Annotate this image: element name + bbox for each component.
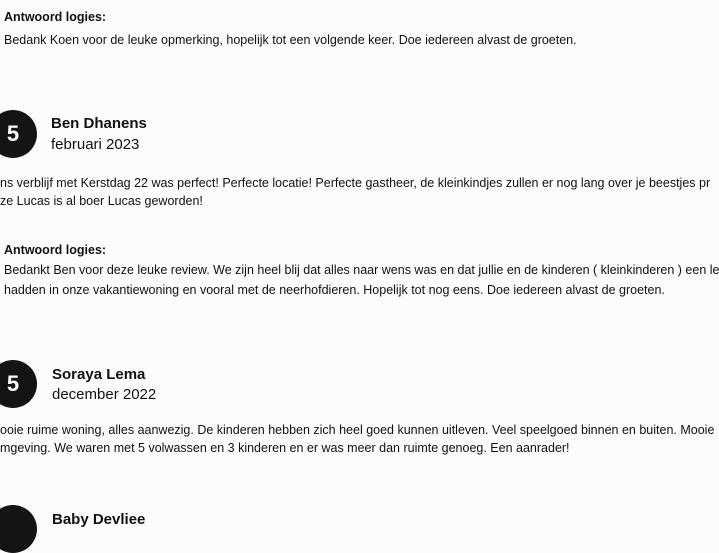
review-text-line: mgeving. We waren met 5 volwassen en 3 kinderen en er was meer dan ruimte genoeg. Een aanrader! [0,441,570,455]
reply-text-line: hadden in onze vakantiewoning en vooral met de neerhofdieren. Hopelijk tot nog eens. Doe iedereen alvast de groeten. [4,283,665,297]
reviewer-name: Ben Dhanens [51,115,147,132]
reply-text-line: Bedank Koen voor de leuke opmerking, hopelijk tot een volgende keer. Doe iedereen alvast de groeten. [4,33,577,47]
reviewer-name: Soraya Lema [52,366,146,383]
review-text-line: ns verblijf met Kerstdag 22 was perfect! Perfecte locatie! Perfecte gastheer, de kleinkindjes zullen er nog lang over je beestjes pr [0,176,711,190]
reply-heading: Antwoord logies: [4,243,107,257]
review-text-line: ze Lucas is al boer Lucas geworden! [0,194,203,208]
review-date: februari 2023 [51,136,140,153]
review-text-line: ooie ruime woning, alles aanwezig. De kinderen hebben zich heel goed kunnen uitleven. Veel speelgoed binnen en buiten. Mooie [0,423,715,437]
rating-value: 5 [6,121,20,146]
rating-badge [0,505,37,553]
reviewer-name: Baby Devliee [52,511,146,528]
reply-heading: Antwoord logies: [4,10,107,24]
review-date: december 2022 [52,386,157,403]
reply-text-line: Bedankt Ben voor deze leuke review. We zijn heel blij dat alles naar wens was en dat jullie en de kinderen ( kleinkinderen ) een le [4,263,719,277]
rating-badge [0,110,37,158]
rating-value: 5 [6,371,20,396]
rating-badge [0,360,37,408]
